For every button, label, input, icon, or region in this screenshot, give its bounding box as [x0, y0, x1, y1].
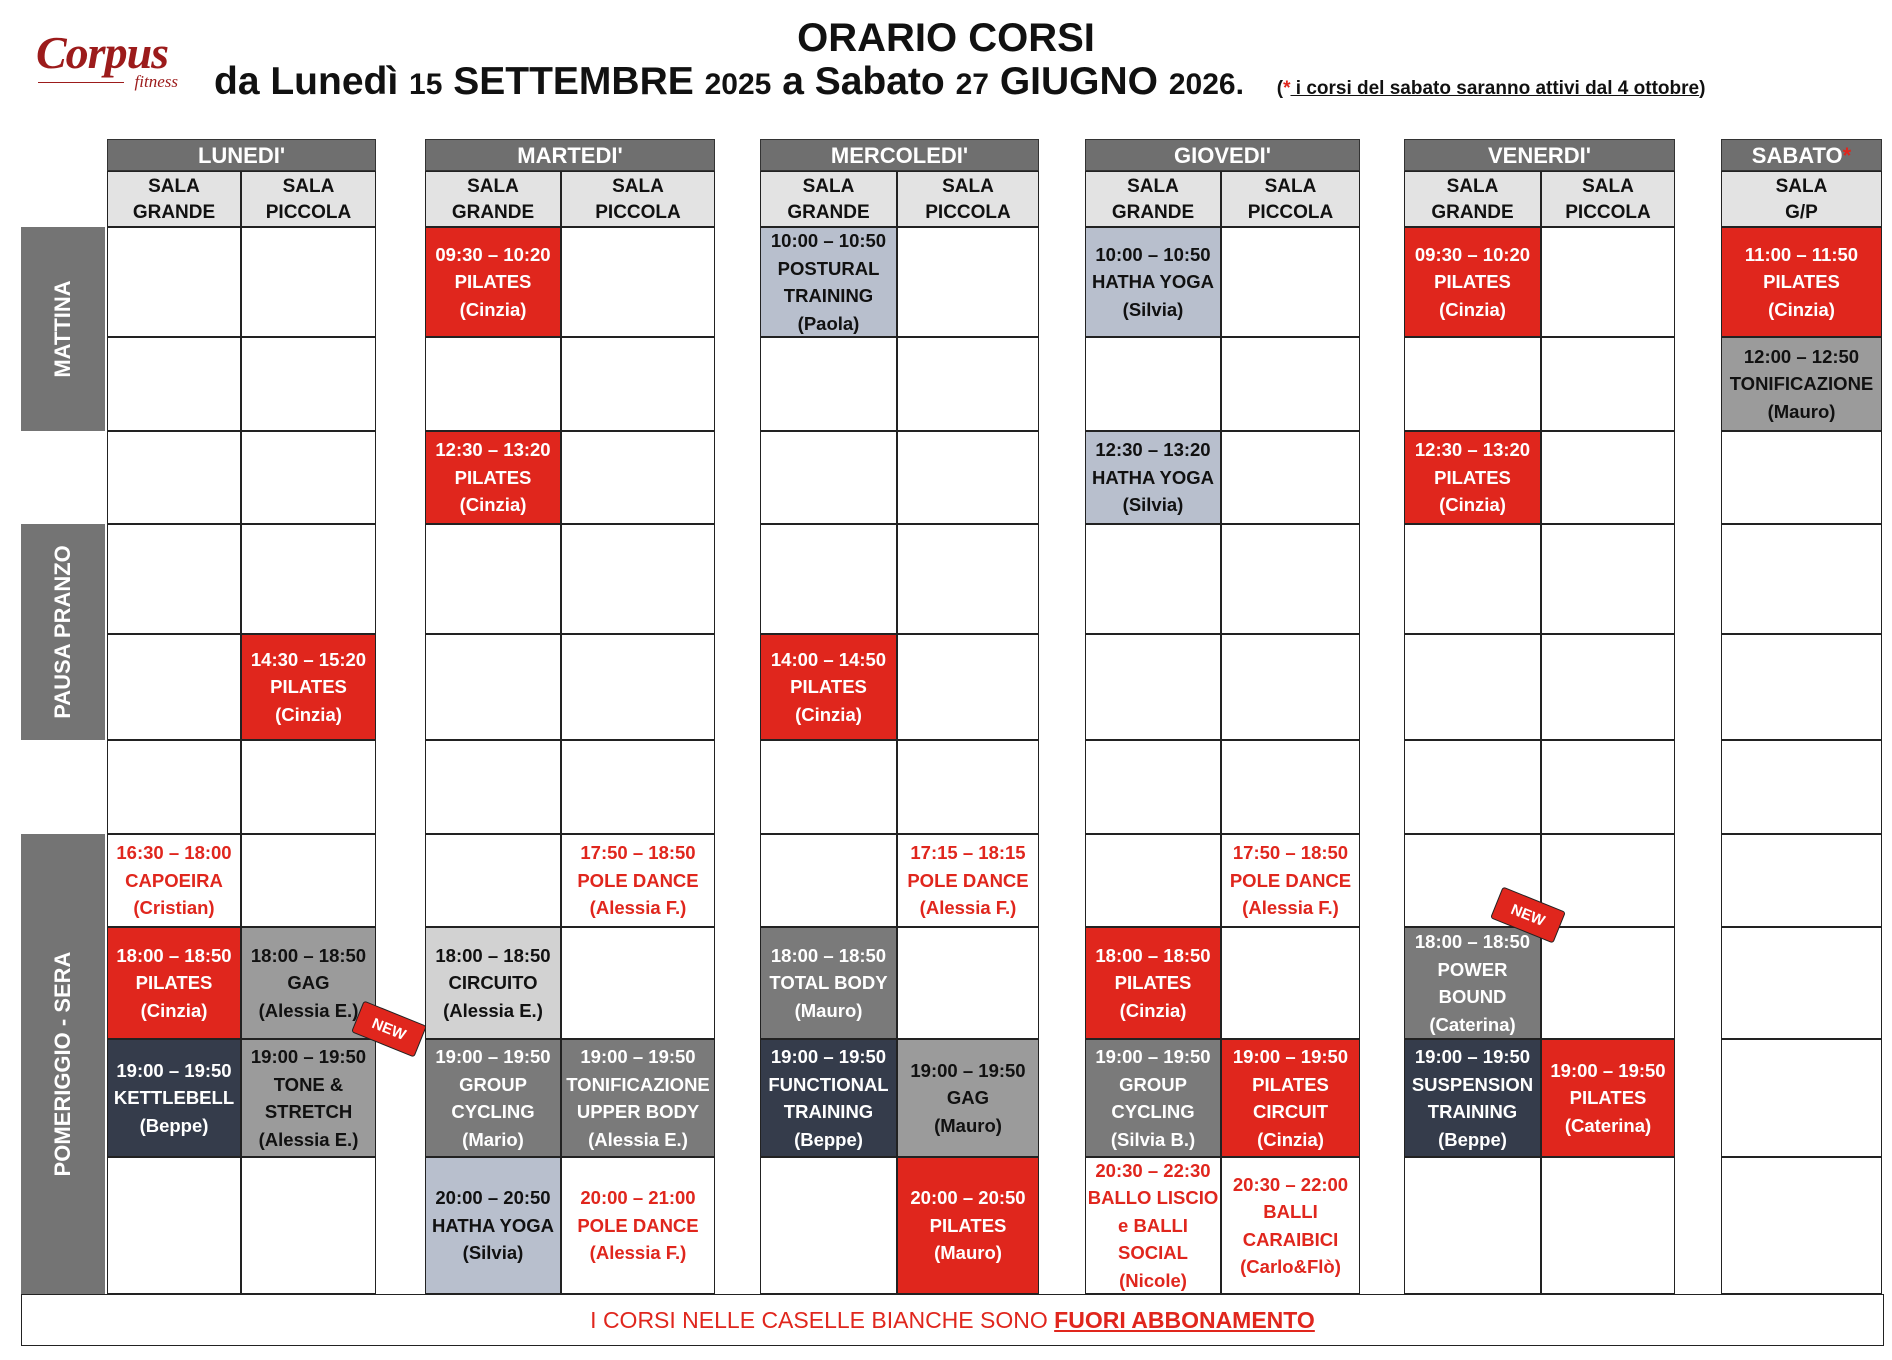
slot-line: (Cinzia) [1439, 494, 1506, 516]
class-slot [897, 834, 1039, 927]
empty-slot [760, 337, 897, 431]
empty-slot [425, 337, 561, 431]
empty-slot [561, 524, 715, 634]
empty-slot [425, 834, 561, 927]
slot-line: (Alessia F.) [1242, 897, 1339, 919]
slot-line: (Cinzia) [459, 494, 527, 516]
room-header-wednesday-grande: SALA GRANDE [760, 171, 897, 227]
slot-line: 19:00 – 19:50 [435, 1046, 551, 1067]
slot-line: 19:00 – 19:50 [1232, 1046, 1349, 1067]
class-slot [1404, 431, 1541, 524]
slot-line: SOCIAL [1118, 1242, 1188, 1264]
room-header-thursday-piccola: SALA PICCOLA [1221, 171, 1360, 227]
empty-slot [1404, 524, 1541, 634]
empty-slot [1404, 1157, 1541, 1294]
empty-slot [241, 834, 376, 927]
class-slot [1221, 1039, 1360, 1157]
class-slot [897, 1039, 1039, 1157]
empty-slot [897, 524, 1039, 634]
class-slot [425, 227, 561, 337]
subtitle-part: 27 [955, 68, 989, 101]
slot-line: POSTURAL [777, 257, 880, 279]
slot-line: (Caterina) [1429, 1013, 1516, 1035]
footer-emphasis: FUORI ABBONAMENTO [1054, 1307, 1315, 1333]
logo-sub-text: fitness [134, 72, 178, 91]
slot-line: (Caterina) [1564, 1114, 1652, 1136]
note-text: i corsi del sabato saranno attivi dal 4 ottobre [1290, 78, 1700, 99]
class-slot [1085, 227, 1221, 337]
slot-line: 11:00 – 11:50 [1744, 243, 1859, 265]
slot-line: TRAINING [783, 285, 874, 306]
empty-slot [241, 740, 376, 834]
subtitle-part: 15 [409, 68, 443, 101]
class-slot [1721, 337, 1882, 431]
slot-line: UPPER BODY [576, 1101, 700, 1122]
slot-line: 09:30 – 10:20 [1414, 243, 1531, 265]
slot-line: 14:30 – 15:20 [250, 648, 367, 670]
empty-slot [241, 524, 376, 634]
empty-slot [1085, 834, 1221, 927]
class-slot [760, 927, 897, 1039]
subtitle-part: SETTEMBRE [453, 60, 694, 103]
slot-line: PILATES [1569, 1087, 1647, 1109]
room-header-friday-grande: SALA GRANDE [1404, 171, 1541, 227]
slot-line: e BALLI [1118, 1214, 1188, 1236]
slot-line: (Alessia E.) [258, 999, 359, 1021]
empty-slot [241, 1157, 376, 1294]
empty-slot [561, 227, 715, 337]
slot-line: 16:30 – 18:00 [116, 842, 232, 864]
class-slot [425, 431, 561, 524]
slot-line: (Mauro) [794, 999, 863, 1021]
empty-slot [107, 227, 241, 337]
empty-slot [561, 431, 715, 524]
class-slot [1541, 1039, 1675, 1157]
slot-line: PILATES [454, 271, 532, 293]
page-subtitle [214, 60, 1705, 111]
slot-line: 19:00 – 19:50 [1414, 1046, 1531, 1067]
empty-slot [760, 1157, 897, 1294]
slot-line: (Alessia E.) [588, 1128, 688, 1150]
slot-line: (Mauro) [1767, 400, 1836, 422]
slot-line: 10:00 – 10:50 [770, 230, 887, 251]
slot-line: CYCLING [1111, 1101, 1195, 1122]
empty-slot [1721, 431, 1882, 524]
empty-slot [1221, 634, 1360, 740]
slot-line: GROUP [1119, 1073, 1187, 1095]
class-slot [241, 634, 376, 740]
slot-line: 18:00 – 18:50 [116, 944, 232, 966]
empty-slot [1541, 740, 1675, 834]
slot-line: (Beppe) [1438, 1128, 1507, 1150]
slot-line: (Cinzia) [1257, 1128, 1324, 1150]
slot-line: (Cinzia) [1119, 999, 1187, 1021]
empty-slot [897, 431, 1039, 524]
slot-line: 18:00 – 18:50 [435, 944, 551, 966]
slot-line: 12:30 – 13:20 [1414, 439, 1531, 461]
empty-slot [1085, 634, 1221, 740]
slot-line: (Cinzia) [459, 298, 527, 320]
empty-slot [107, 524, 241, 634]
room-header-wednesday-piccola: SALA PICCOLA [897, 171, 1039, 227]
room-header-friday-piccola: SALA PICCOLA [1541, 171, 1675, 227]
slot-line: HATHA YOGA [432, 1214, 554, 1236]
slot-line: 19:00 – 19:50 [580, 1046, 696, 1067]
slot-line: 19:00 – 19:50 [1095, 1046, 1211, 1067]
slot-line: GROUP [459, 1073, 527, 1095]
slot-line: HATHA YOGA [1092, 466, 1214, 488]
empty-slot [1221, 227, 1360, 337]
day-header-monday [107, 139, 376, 171]
slot-line: STRETCH [264, 1101, 353, 1122]
slot-line: BOUND [1438, 986, 1507, 1007]
slot-line: FUNCTIONAL [768, 1073, 889, 1095]
slot-line: 18:00 – 18:50 [1095, 944, 1211, 966]
slot-line: (Silvia) [462, 1242, 524, 1264]
class-slot [760, 227, 897, 337]
empty-slot [425, 634, 561, 740]
slot-line: 12:00 – 12:50 [1743, 345, 1860, 367]
slot-line: POLE DANCE [1229, 869, 1352, 891]
day-header-wednesday [760, 139, 1039, 171]
empty-slot [1221, 927, 1360, 1039]
slot-line: 09:30 – 10:20 [435, 243, 551, 265]
class-slot [107, 927, 241, 1039]
empty-slot [1721, 1157, 1882, 1294]
empty-slot [1085, 524, 1221, 634]
subtitle-part: GIUGNO [999, 60, 1158, 103]
saturday-note [1277, 78, 1706, 99]
class-slot [1404, 1039, 1541, 1157]
slot-line: 20:00 – 20:50 [910, 1187, 1026, 1209]
empty-slot [1541, 634, 1675, 740]
slot-line: (Alessia E.) [443, 999, 543, 1021]
class-slot [561, 1039, 715, 1157]
empty-slot [1221, 337, 1360, 431]
slot-line: PILATES [1434, 466, 1511, 488]
slot-line: BALLI [1263, 1201, 1318, 1222]
section-label: PAUSA PRANZO [50, 545, 75, 719]
empty-slot [561, 634, 715, 740]
note-star: * [1283, 78, 1291, 99]
slot-line: POLE DANCE [577, 1214, 699, 1236]
day-header-friday [1404, 139, 1675, 171]
empty-slot [1221, 431, 1360, 524]
subtitle-part: 2025 [704, 68, 772, 101]
slot-line: PILATES [790, 676, 867, 698]
slot-line: (Cinzia) [1768, 298, 1835, 320]
slot-line: TONE & [273, 1073, 344, 1095]
room-header-monday-grande: SALA GRANDE [107, 171, 241, 227]
section-pomeriggio-sera [21, 834, 105, 1294]
day-name: SABATO [1751, 143, 1843, 168]
class-slot [760, 634, 897, 740]
slot-line: TOTAL BODY [769, 972, 888, 994]
empty-slot [760, 740, 897, 834]
slot-line: 20:30 – 22:30 [1095, 1159, 1211, 1181]
new-badge: NEW [351, 1001, 427, 1058]
slot-line: 20:00 – 21:00 [580, 1187, 696, 1209]
section-label: POMERIGGIO - SERA [50, 951, 75, 1177]
slot-line: 17:50 – 18:50 [580, 842, 696, 864]
empty-slot [897, 634, 1039, 740]
slot-line: (Silvia B.) [1110, 1128, 1196, 1150]
slot-line: SUSPENSION [1411, 1073, 1534, 1095]
note-paren: ) [1699, 78, 1706, 99]
empty-slot [1085, 740, 1221, 834]
note-paren: ( [1276, 78, 1284, 99]
empty-slot [241, 337, 376, 431]
empty-slot [897, 927, 1039, 1039]
slot-line: 20:00 – 20:50 [435, 1187, 551, 1209]
slot-line: (Silvia) [1122, 494, 1184, 516]
slot-line: PILATES [135, 972, 213, 994]
empty-slot [425, 524, 561, 634]
slot-line: (Mauro) [934, 1114, 1002, 1136]
class-slot [425, 1039, 561, 1157]
empty-slot [107, 337, 241, 431]
empty-slot [1221, 524, 1360, 634]
slot-line: 12:30 – 13:20 [435, 439, 551, 461]
slot-line: (Alessia E.) [258, 1128, 359, 1150]
footer-note [21, 1294, 1884, 1346]
empty-slot [1721, 524, 1882, 634]
slot-line: 19:00 – 19:50 [770, 1046, 887, 1067]
slot-line: 14:00 – 14:50 [770, 648, 887, 670]
subtitle-part: da Lunedì [214, 60, 399, 103]
slot-line: (Alessia F.) [919, 897, 1017, 919]
class-slot [425, 927, 561, 1039]
slot-line: (Nicole) [1119, 1269, 1187, 1291]
empty-slot [1404, 634, 1541, 740]
day-name: MARTEDI' [517, 143, 623, 168]
class-slot [1085, 1157, 1221, 1294]
class-slot [1221, 834, 1360, 927]
empty-slot [1721, 634, 1882, 740]
empty-slot [760, 834, 897, 927]
slot-line: 18:00 – 18:50 [250, 944, 367, 966]
slot-line: 20:30 – 22:00 [1232, 1173, 1349, 1195]
room-header-tuesday-piccola: SALA PICCOLA [561, 171, 715, 227]
slot-line: 17:15 – 18:15 [910, 842, 1026, 864]
day-name: MERCOLEDI' [830, 143, 969, 168]
room-header-monday-piccola: SALA PICCOLA [241, 171, 376, 227]
empty-slot [107, 431, 241, 524]
slot-line: PILATES [1252, 1073, 1329, 1095]
slot-line: POWER [1437, 958, 1508, 980]
empty-slot [1541, 227, 1675, 337]
slot-line: 19:00 – 19:50 [1550, 1059, 1666, 1081]
class-slot [897, 1157, 1039, 1294]
class-slot [1404, 927, 1541, 1039]
slot-line: POLE DANCE [907, 869, 1029, 891]
subtitle-part: a Sabato [782, 60, 945, 103]
class-slot [1221, 1157, 1360, 1294]
slot-line: (Carlo&Flò) [1240, 1256, 1341, 1277]
slot-line: POLE DANCE [577, 869, 699, 891]
slot-line: KETTLEBELL [113, 1087, 235, 1109]
day-name: VENERDI' [1487, 143, 1592, 168]
empty-slot [897, 740, 1039, 834]
empty-slot [1085, 337, 1221, 431]
empty-slot [1541, 1157, 1675, 1294]
class-slot [760, 1039, 897, 1157]
slot-line: PILATES [1114, 972, 1192, 994]
slot-line: (Beppe) [794, 1128, 863, 1150]
section-pausa-pranzo [21, 524, 105, 740]
slot-line: CIRCUITO [448, 972, 538, 994]
logo-main-text: Corpus [36, 27, 169, 78]
slot-line: (Cinzia) [795, 703, 862, 725]
slot-line: (Alessia F.) [589, 897, 687, 919]
saturday-asterisk: * [1842, 143, 1852, 168]
slot-line: CIRCUIT [1252, 1101, 1329, 1122]
slot-line: PILATES [1434, 271, 1511, 293]
slot-line: (Cinzia) [275, 703, 342, 725]
slot-line: TONIFICAZIONE [566, 1073, 710, 1095]
slot-line: BALLO LISCIO [1087, 1187, 1219, 1209]
class-slot [241, 1039, 376, 1157]
class-slot [1404, 227, 1541, 337]
subtitle-part: 2026. [1168, 68, 1244, 101]
empty-slot [1404, 337, 1541, 431]
class-slot [1085, 1039, 1221, 1157]
slot-line: CAPOEIRA [125, 869, 223, 891]
slot-line: 18:00 – 18:50 [770, 944, 887, 966]
slot-line: 19:00 – 19:50 [116, 1059, 232, 1081]
day-name: GIOVEDI' [1174, 143, 1271, 168]
section-label: MATTINA [50, 280, 75, 378]
empty-slot [1541, 337, 1675, 431]
slot-line: 18:00 – 18:50 [1414, 931, 1531, 952]
class-slot [561, 834, 715, 927]
slot-line: (Cinzia) [1439, 298, 1506, 320]
empty-slot [1721, 1039, 1882, 1157]
slot-line: (Cristian) [133, 897, 215, 919]
empty-slot [1541, 524, 1675, 634]
empty-slot [1721, 740, 1882, 834]
empty-slot [107, 634, 241, 740]
slot-line: (Paola) [797, 312, 860, 334]
slot-line: GAG [946, 1087, 990, 1109]
slot-line: HATHA YOGA [1092, 271, 1214, 293]
empty-slot [760, 524, 897, 634]
slot-line: TONIFICAZIONE [1729, 373, 1874, 395]
slot-line: 12:30 – 13:20 [1095, 439, 1211, 461]
slot-line: GAG [287, 972, 330, 994]
slot-line: 17:50 – 18:50 [1232, 842, 1349, 864]
day-name: LUNEDI' [197, 143, 286, 168]
class-slot [561, 1157, 715, 1294]
empty-slot [107, 1157, 241, 1294]
slot-line: (Alessia F.) [589, 1242, 687, 1264]
empty-slot [241, 431, 376, 524]
room-header-tuesday-grande: SALA GRANDE [425, 171, 561, 227]
day-header-saturday [1721, 139, 1882, 171]
empty-slot [1541, 431, 1675, 524]
slot-line: (Mauro) [934, 1242, 1002, 1264]
class-slot [1085, 927, 1221, 1039]
slot-line: (Beppe) [139, 1114, 209, 1136]
slot-line: (Cinzia) [140, 999, 208, 1021]
page-title: ORARIO CORSI [797, 16, 1095, 60]
slot-line: (Mario) [462, 1128, 524, 1150]
class-slot [107, 834, 241, 927]
class-slot [425, 1157, 561, 1294]
empty-slot [1721, 834, 1882, 927]
class-slot [107, 1039, 241, 1157]
logo-underline [38, 82, 124, 83]
slot-line: 10:00 – 10:50 [1095, 243, 1211, 265]
empty-slot [1721, 927, 1882, 1039]
empty-slot [561, 927, 715, 1039]
slot-line: PILATES [929, 1214, 1007, 1236]
slot-line: (Silvia) [1122, 298, 1184, 320]
new-badge: NEW [1490, 887, 1566, 944]
empty-slot [241, 227, 376, 337]
day-header-tuesday [425, 139, 715, 171]
slot-line: 19:00 – 19:50 [250, 1046, 367, 1067]
empty-slot [561, 740, 715, 834]
slot-line: PILATES [270, 676, 347, 698]
room-header-thursday-grande: SALA GRANDE [1085, 171, 1221, 227]
slot-line: PILATES [1763, 271, 1840, 293]
empty-slot [897, 337, 1039, 431]
slot-line: CARAIBICI [1242, 1228, 1339, 1250]
empty-slot [107, 740, 241, 834]
empty-slot [760, 431, 897, 524]
empty-slot [1541, 927, 1675, 1039]
slot-line: PILATES [454, 466, 532, 488]
slot-line: CYCLING [451, 1101, 535, 1122]
empty-slot [1404, 740, 1541, 834]
class-slot [1085, 431, 1221, 524]
footer-text: I CORSI NELLE CASELLE BIANCHE SONO [590, 1307, 1055, 1333]
empty-slot [1221, 740, 1360, 834]
empty-slot [561, 337, 715, 431]
slot-line: TRAINING [783, 1101, 874, 1122]
slot-line: TRAINING [1427, 1101, 1518, 1122]
slot-line: 19:00 – 19:50 [910, 1059, 1026, 1081]
section-mattina [21, 227, 105, 431]
room-header-saturday-gp: SALA G/P [1721, 171, 1882, 227]
class-slot [1721, 227, 1882, 337]
empty-slot [425, 740, 561, 834]
empty-slot [897, 227, 1039, 337]
day-header-thursday [1085, 139, 1360, 171]
